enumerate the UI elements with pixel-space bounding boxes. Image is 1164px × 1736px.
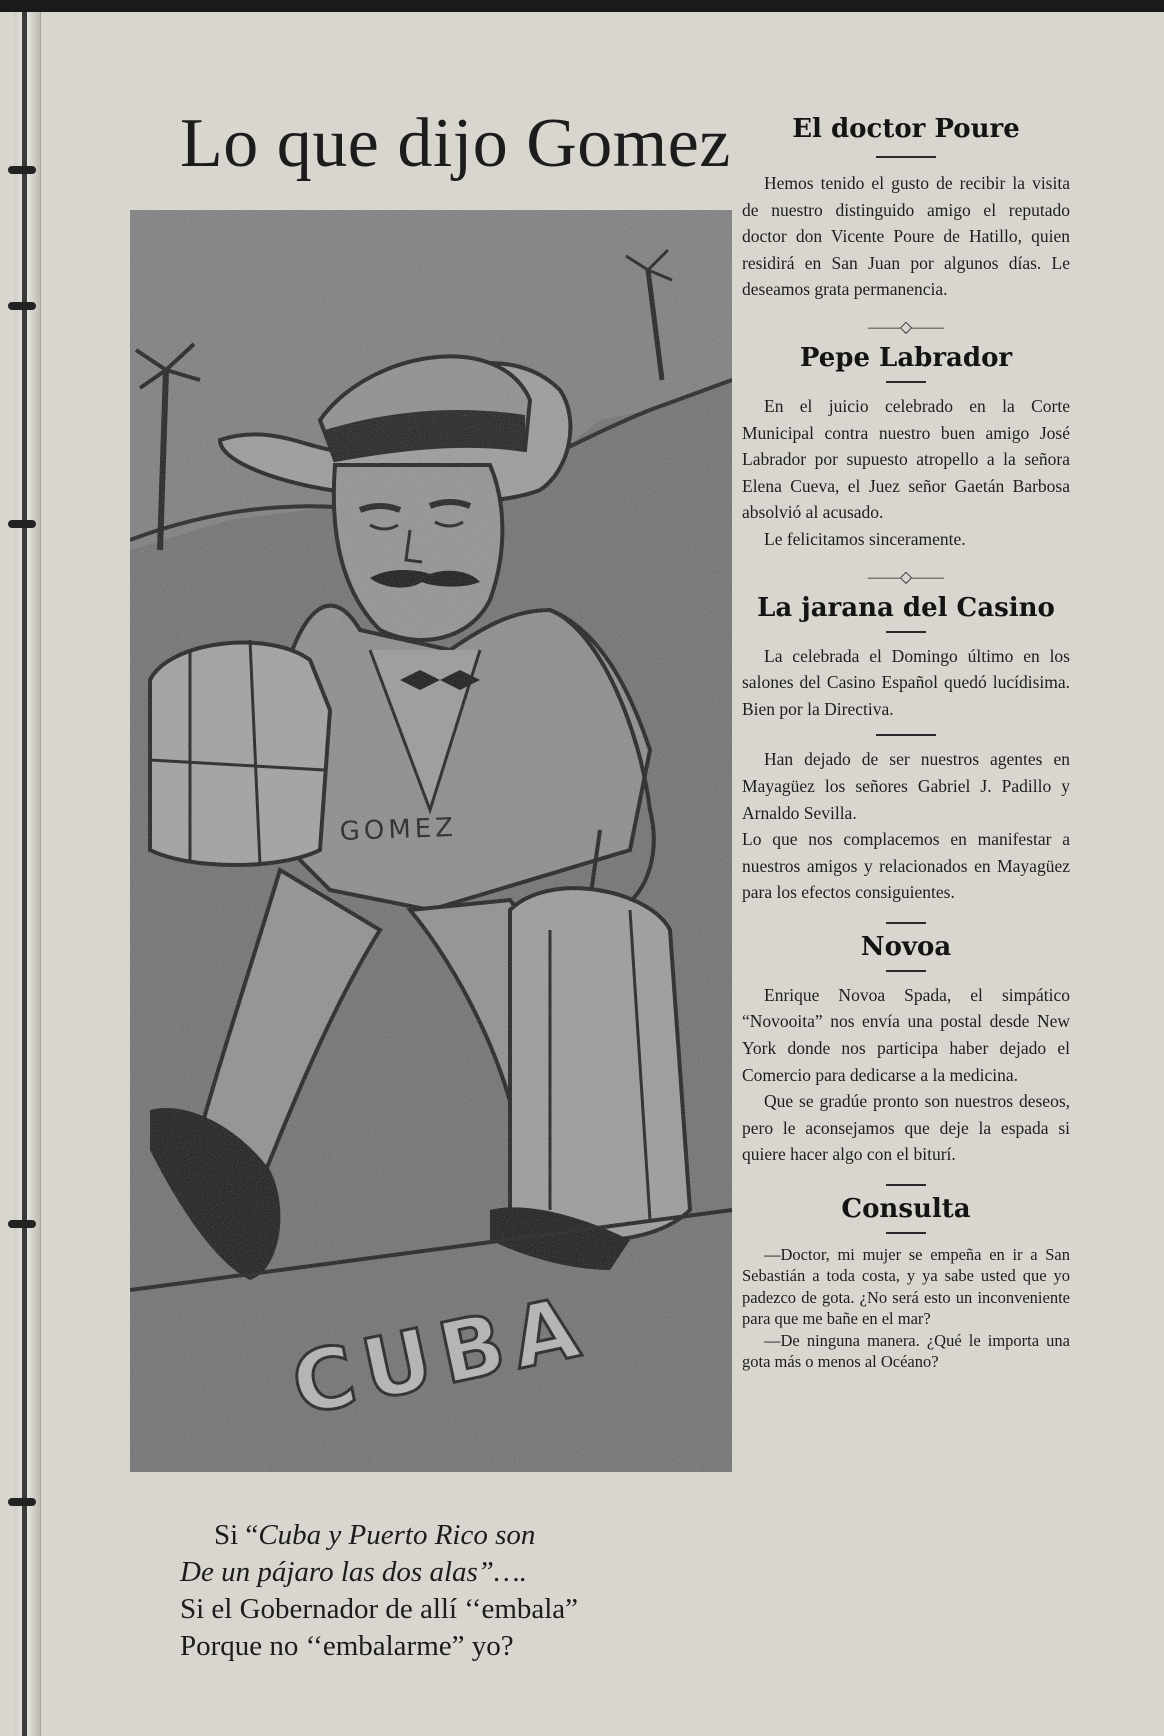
poem-line-2: [180, 1554, 720, 1591]
article-title-novoa: Novoa: [860, 931, 952, 962]
poem-line-1: [180, 1517, 720, 1554]
page-binding: [14, 12, 41, 1736]
article-body-novoa-2: Que se gradúe pronto son nuestros deseos, pero le aconsejamos que deje la espada si quiere hacer algo con el biturí.: [742, 1091, 1070, 1165]
binding-line: [22, 12, 27, 1736]
binding-stitch: [8, 1498, 36, 1506]
binding-stitch: [8, 520, 36, 528]
article-title-labrador: Pepe Labrador: [799, 342, 1013, 373]
section-ornament: ——◇——: [867, 318, 945, 336]
caricature-illustration: [130, 210, 732, 1472]
title-rule: [876, 156, 936, 158]
poem-line-4: Porque no ‘‘embalarme” yo?: [180, 1630, 514, 1662]
binding-stitch: [8, 166, 36, 174]
poem-line-3: Si el Gobernador de allí ‘‘embala”: [180, 1593, 579, 1625]
caricature-drawing: [130, 210, 732, 1472]
article-body-consulta-2: —De ninguna manera. ¿Qué le importa una gota más o menos al Océano?: [742, 1330, 1070, 1372]
headline: Lo que dijo Gomez: [180, 105, 731, 182]
title-rule: [886, 381, 926, 383]
article-title-poure: El doctor Poure: [792, 114, 1020, 144]
article-body-consulta: —Doctor, mi mujer se empeña en ir a San Sebastián a toda costa, y ya sabe usted que yo padezco de gota. ¿No será esto un inconveniente para que me bañe en el mar?: [742, 1245, 1070, 1329]
section-rule: [886, 1184, 926, 1186]
section-ornament: ——◇——: [867, 568, 945, 586]
title-rule: [886, 970, 926, 972]
article-body-poure: Hemos tenido el gusto de recibir la visita de nuestro distinguido amigo el reputado doctor don Vicente Poure de Hatillo, quien residirá en San Juan por algunos días. Le deseamos grata permanencia.: [742, 173, 1070, 300]
article-body-novoa: Enrique Novoa Spada, el simpático “Novooita” nos envía una postal desde New York donde nos participa haber dejado el Comercio para dedicarse a la medicina.: [742, 984, 1070, 1085]
binding-stitch: [8, 302, 36, 310]
binding-stitch: [8, 1220, 36, 1228]
section-rule: [876, 734, 936, 736]
poem-line-2-italic: De un pájaro las dos alas”….: [180, 1556, 527, 1588]
article-body-labrador-2: Le felicitamos sinceramente.: [764, 528, 966, 549]
article-body-labrador: En el juicio celebrado en la Corte Municipal contra nuestro buen amigo José Labrador por supuesto atropello a la señora Elena Cueva, el Juez señor Gaetán Barbosa absolvió al acusado.: [742, 395, 1070, 523]
caption-poem: [180, 1517, 720, 1665]
article-body-agentes: Han dejado de ser nuestros agentes en Mayagüez los señores Gabriel J. Padillo y Arnaldo Sevilla.: [742, 749, 1070, 823]
title-rule: [886, 631, 926, 633]
article-title-consulta: Consulta: [841, 1194, 971, 1225]
section-rule: [886, 922, 926, 924]
poem-line-1-italic: Cuba y Puerto Rico son: [258, 1519, 536, 1551]
news-column: [742, 112, 1070, 1372]
article-body-agentes-2: Lo que nos complacemos en manifestar a nuestros amigos y relacionados en Mayagüez para los efectos consiguientes.: [742, 829, 1070, 903]
title-rule: [886, 1232, 926, 1234]
magazine-page: [0, 12, 1164, 1736]
poem-line-1-start: Si “: [214, 1519, 259, 1551]
article-body-casino: La celebrada el Domingo último en los salones del Casino Español quedó lucídisima. Bien por la Directiva.: [742, 645, 1070, 719]
article-consulta: [742, 1244, 1070, 1372]
article-title-casino: La jarana del Casino: [757, 592, 1055, 623]
